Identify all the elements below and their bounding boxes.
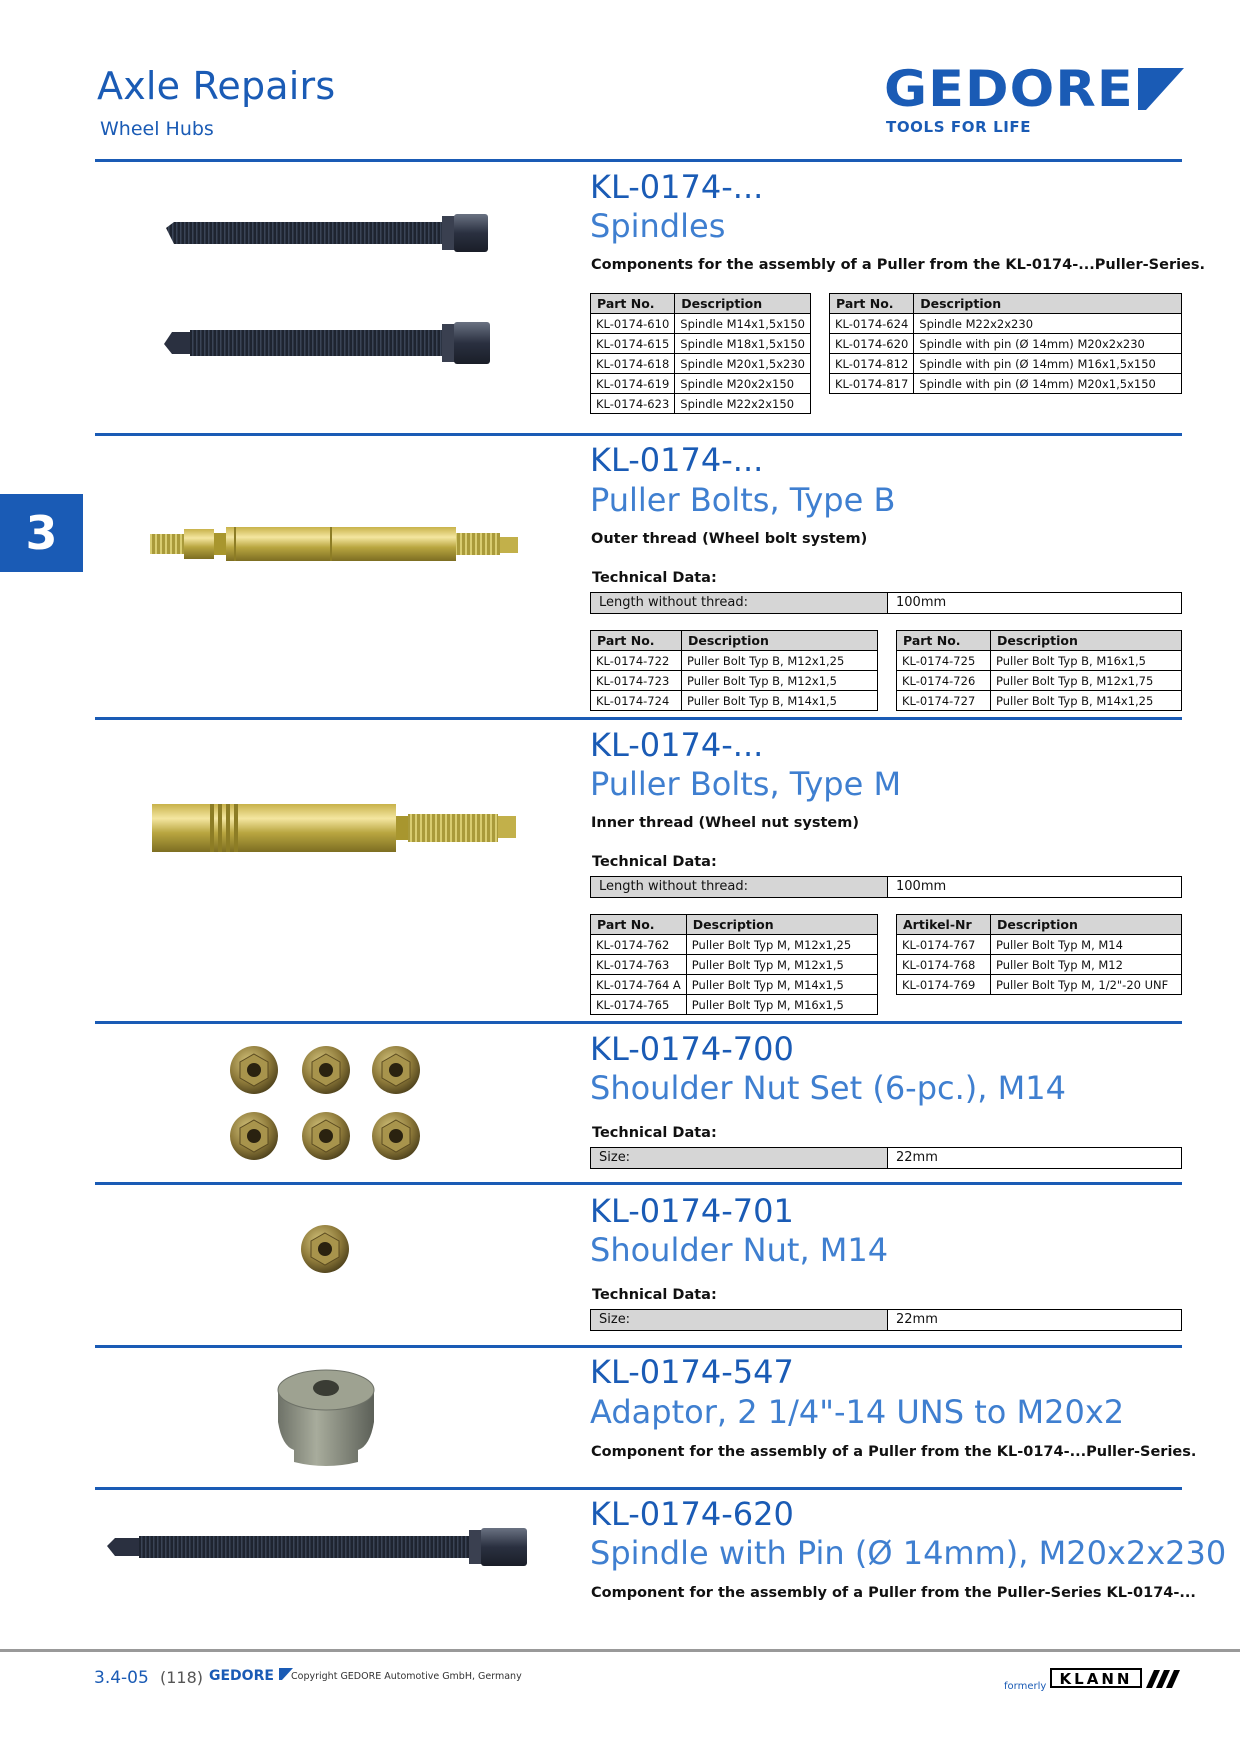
description: Puller Bolt Typ M, 1/2"-20 UNF	[991, 975, 1182, 995]
technical-data-label: Technical Data:	[592, 854, 717, 870]
product-code: KL-0174-700	[590, 1030, 794, 1068]
column-header: Part No.	[591, 631, 682, 651]
nut-icon	[302, 1112, 350, 1160]
footer-divider	[0, 1649, 1240, 1652]
parts-table	[590, 914, 878, 1015]
logo-tagline: TOOLS FOR LIFE	[886, 118, 1032, 136]
section-divider	[95, 1345, 1182, 1348]
technical-data-value: 100mm	[896, 595, 947, 610]
column-header: Part No.	[897, 631, 991, 651]
section-divider	[95, 717, 1182, 720]
product-code: KL-0174-547	[590, 1353, 794, 1391]
logo-wordmark: GEDORE	[884, 60, 1134, 118]
technical-data-row	[590, 1309, 1182, 1331]
page-title: Axle Repairs	[97, 64, 336, 108]
description: Spindle M18x1,5x150	[675, 334, 811, 354]
section-divider	[95, 433, 1182, 436]
product-name: Spindles	[590, 207, 726, 245]
footer-gedore-logo	[209, 1668, 293, 1684]
description: Puller Bolt Typ M, M12	[991, 955, 1182, 975]
page-subtitle: Wheel Hubs	[100, 118, 214, 140]
product-code: KL-0174-...	[590, 441, 764, 479]
description: Puller Bolt Typ B, M14x1,25	[991, 691, 1182, 711]
technical-data-key: Length without thread:	[591, 593, 888, 613]
table-row	[591, 995, 878, 1015]
part-no: KL-0174-817	[830, 374, 914, 394]
parts-table	[896, 630, 1182, 711]
section-divider	[95, 1182, 1182, 1185]
column-header: Description	[991, 631, 1182, 651]
formerly-label: formerly	[1004, 1681, 1047, 1692]
table-row	[830, 374, 1182, 394]
parts-table	[829, 293, 1182, 394]
section-divider	[95, 159, 1182, 162]
description: Puller Bolt Typ B, M12x1,75	[991, 671, 1182, 691]
footer-brand: GEDORE	[209, 1668, 274, 1684]
column-header: Description	[914, 294, 1182, 314]
description: Puller Bolt Typ M, M14	[991, 935, 1182, 955]
klann-logo	[1050, 1668, 1182, 1696]
spindles-image	[160, 210, 495, 380]
shoulder-nut-image	[298, 1222, 352, 1276]
table-row	[591, 314, 811, 334]
part-no: KL-0174-620	[830, 334, 914, 354]
description: Puller Bolt Typ M, M16x1,5	[686, 995, 877, 1015]
table-row	[591, 334, 811, 354]
part-no: KL-0174-610	[591, 314, 675, 334]
part-no: KL-0174-762	[591, 935, 687, 955]
table-row	[591, 691, 878, 711]
part-no: KL-0174-724	[591, 691, 682, 711]
adaptor-image	[274, 1362, 378, 1470]
product-code: KL-0174-620	[590, 1495, 794, 1533]
technical-data-value: 22mm	[896, 1150, 938, 1165]
column-header: Part No.	[830, 294, 914, 314]
column-header: Description	[675, 294, 811, 314]
table-row	[897, 975, 1182, 995]
technical-data-value: 100mm	[896, 879, 947, 894]
puller-bolt-b-image	[150, 525, 520, 565]
description: Puller Bolt Typ M, M12x1,5	[686, 955, 877, 975]
logo-flag-icon	[1138, 68, 1184, 110]
product-note: Inner thread (Wheel nut system)	[591, 815, 859, 831]
table-row	[591, 651, 878, 671]
product-code: KL-0174-701	[590, 1192, 794, 1230]
table-row	[897, 671, 1182, 691]
table-row	[591, 935, 878, 955]
puller-bolt-m-image	[150, 802, 520, 856]
product-note: Component for the assembly of a Puller from the Puller-Series KL-0174-...	[591, 1585, 1196, 1601]
part-no: KL-0174-765	[591, 995, 687, 1015]
column-header: Description	[682, 631, 878, 651]
technical-data-key: Size:	[591, 1148, 888, 1168]
column-header: Part No.	[591, 915, 687, 935]
technical-data-key: Length without thread:	[591, 877, 888, 897]
part-no: KL-0174-763	[591, 955, 687, 975]
part-no: KL-0174-767	[897, 935, 991, 955]
description: Spindle M22x2x230	[914, 314, 1182, 334]
part-no: KL-0174-727	[897, 691, 991, 711]
table-row	[591, 955, 878, 975]
product-code: KL-0174-...	[590, 168, 764, 206]
page-index: (118)	[160, 1668, 204, 1687]
part-no: KL-0174-615	[591, 334, 675, 354]
part-no: KL-0174-722	[591, 651, 682, 671]
nut-icon	[301, 1225, 349, 1273]
product-code: KL-0174-...	[590, 726, 764, 764]
product-name: Shoulder Nut, M14	[590, 1231, 889, 1269]
section-divider	[95, 1487, 1182, 1490]
page-number: 3.4-05	[94, 1668, 149, 1688]
nut-icon	[230, 1046, 278, 1094]
gedore-logo	[884, 60, 1184, 136]
technical-data-label: Technical Data:	[592, 570, 717, 586]
description: Puller Bolt Typ B, M12x1,25	[682, 651, 878, 671]
part-no: KL-0174-725	[897, 651, 991, 671]
column-header: Part No.	[591, 294, 675, 314]
description: Spindle M20x2x150	[675, 374, 811, 394]
copyright: Copyright GEDORE Automotive GmbH, Germany	[291, 1671, 522, 1682]
description: Spindle with pin (Ø 14mm) M20x1,5x150	[914, 374, 1182, 394]
table-row	[591, 354, 811, 374]
product-name: Spindle with Pin (Ø 14mm), M20x2x230	[590, 1534, 1227, 1572]
table-row	[897, 691, 1182, 711]
parts-table	[590, 293, 811, 414]
part-no: KL-0174-619	[591, 374, 675, 394]
product-name: Puller Bolts, Type B	[590, 481, 896, 519]
description: Puller Bolt Typ B, M16x1,5	[991, 651, 1182, 671]
product-note: Component for the assembly of a Puller from the KL-0174-...Puller-Series.	[591, 1444, 1197, 1460]
technical-data-value: 22mm	[896, 1312, 938, 1327]
product-note: Components for the assembly of a Puller from the KL-0174-...Puller-Series.	[591, 257, 1206, 273]
table-row	[830, 314, 1182, 334]
technical-data-label: Technical Data:	[592, 1287, 717, 1303]
parts-table	[896, 914, 1182, 995]
description: Puller Bolt Typ M, M14x1,5	[686, 975, 877, 995]
klann-wordmark: KLANN	[1059, 1670, 1133, 1688]
table-row	[591, 671, 878, 691]
table-row	[830, 334, 1182, 354]
table-row	[591, 975, 878, 995]
description: Puller Bolt Typ B, M14x1,5	[682, 691, 878, 711]
nut-icon	[230, 1112, 278, 1160]
table-row	[591, 374, 811, 394]
technical-data-row	[590, 592, 1182, 614]
part-no: KL-0174-726	[897, 671, 991, 691]
shoulder-nut-set-image	[228, 1044, 428, 1164]
description: Spindle with pin (Ø 14mm) M20x2x230	[914, 334, 1182, 354]
parts-table	[590, 630, 878, 711]
description: Puller Bolt Typ M, M12x1,25	[686, 935, 877, 955]
part-no: KL-0174-764 A	[591, 975, 687, 995]
description: Puller Bolt Typ B, M12x1,5	[682, 671, 878, 691]
column-header: Artikel-Nr	[897, 915, 991, 935]
part-no: KL-0174-768	[897, 955, 991, 975]
nut-icon	[302, 1046, 350, 1094]
table-row	[897, 955, 1182, 975]
technical-data-label: Technical Data:	[592, 1125, 717, 1141]
section-divider	[95, 1021, 1182, 1024]
nut-icon	[372, 1112, 420, 1160]
table-row	[897, 935, 1182, 955]
column-header: Description	[991, 915, 1182, 935]
technical-data-key: Size:	[591, 1310, 888, 1330]
part-no: KL-0174-769	[897, 975, 991, 995]
description: Spindle M22x2x150	[675, 394, 811, 414]
technical-data-row	[590, 1147, 1182, 1169]
description: Spindle M20x1,5x230	[675, 354, 811, 374]
part-no: KL-0174-623	[591, 394, 675, 414]
description: Spindle with pin (Ø 14mm) M16x1,5x150	[914, 354, 1182, 374]
part-no: KL-0174-618	[591, 354, 675, 374]
description: Spindle M14x1,5x150	[675, 314, 811, 334]
product-note: Outer thread (Wheel bolt system)	[591, 531, 868, 547]
part-no: KL-0174-624	[830, 314, 914, 334]
nut-icon	[372, 1046, 420, 1094]
chapter-tab: 3	[0, 494, 83, 572]
product-name: Puller Bolts, Type M	[590, 765, 902, 803]
spindle-with-pin-image	[105, 1524, 530, 1570]
product-name: Shoulder Nut Set (6-pc.), M14	[590, 1069, 1066, 1107]
part-no: KL-0174-723	[591, 671, 682, 691]
table-row	[897, 651, 1182, 671]
part-no: KL-0174-812	[830, 354, 914, 374]
column-header: Description	[686, 915, 877, 935]
product-name: Adaptor, 2 1/4"-14 UNS to M20x2	[590, 1393, 1125, 1431]
table-row	[830, 354, 1182, 374]
table-row	[591, 394, 811, 414]
technical-data-row	[590, 876, 1182, 898]
